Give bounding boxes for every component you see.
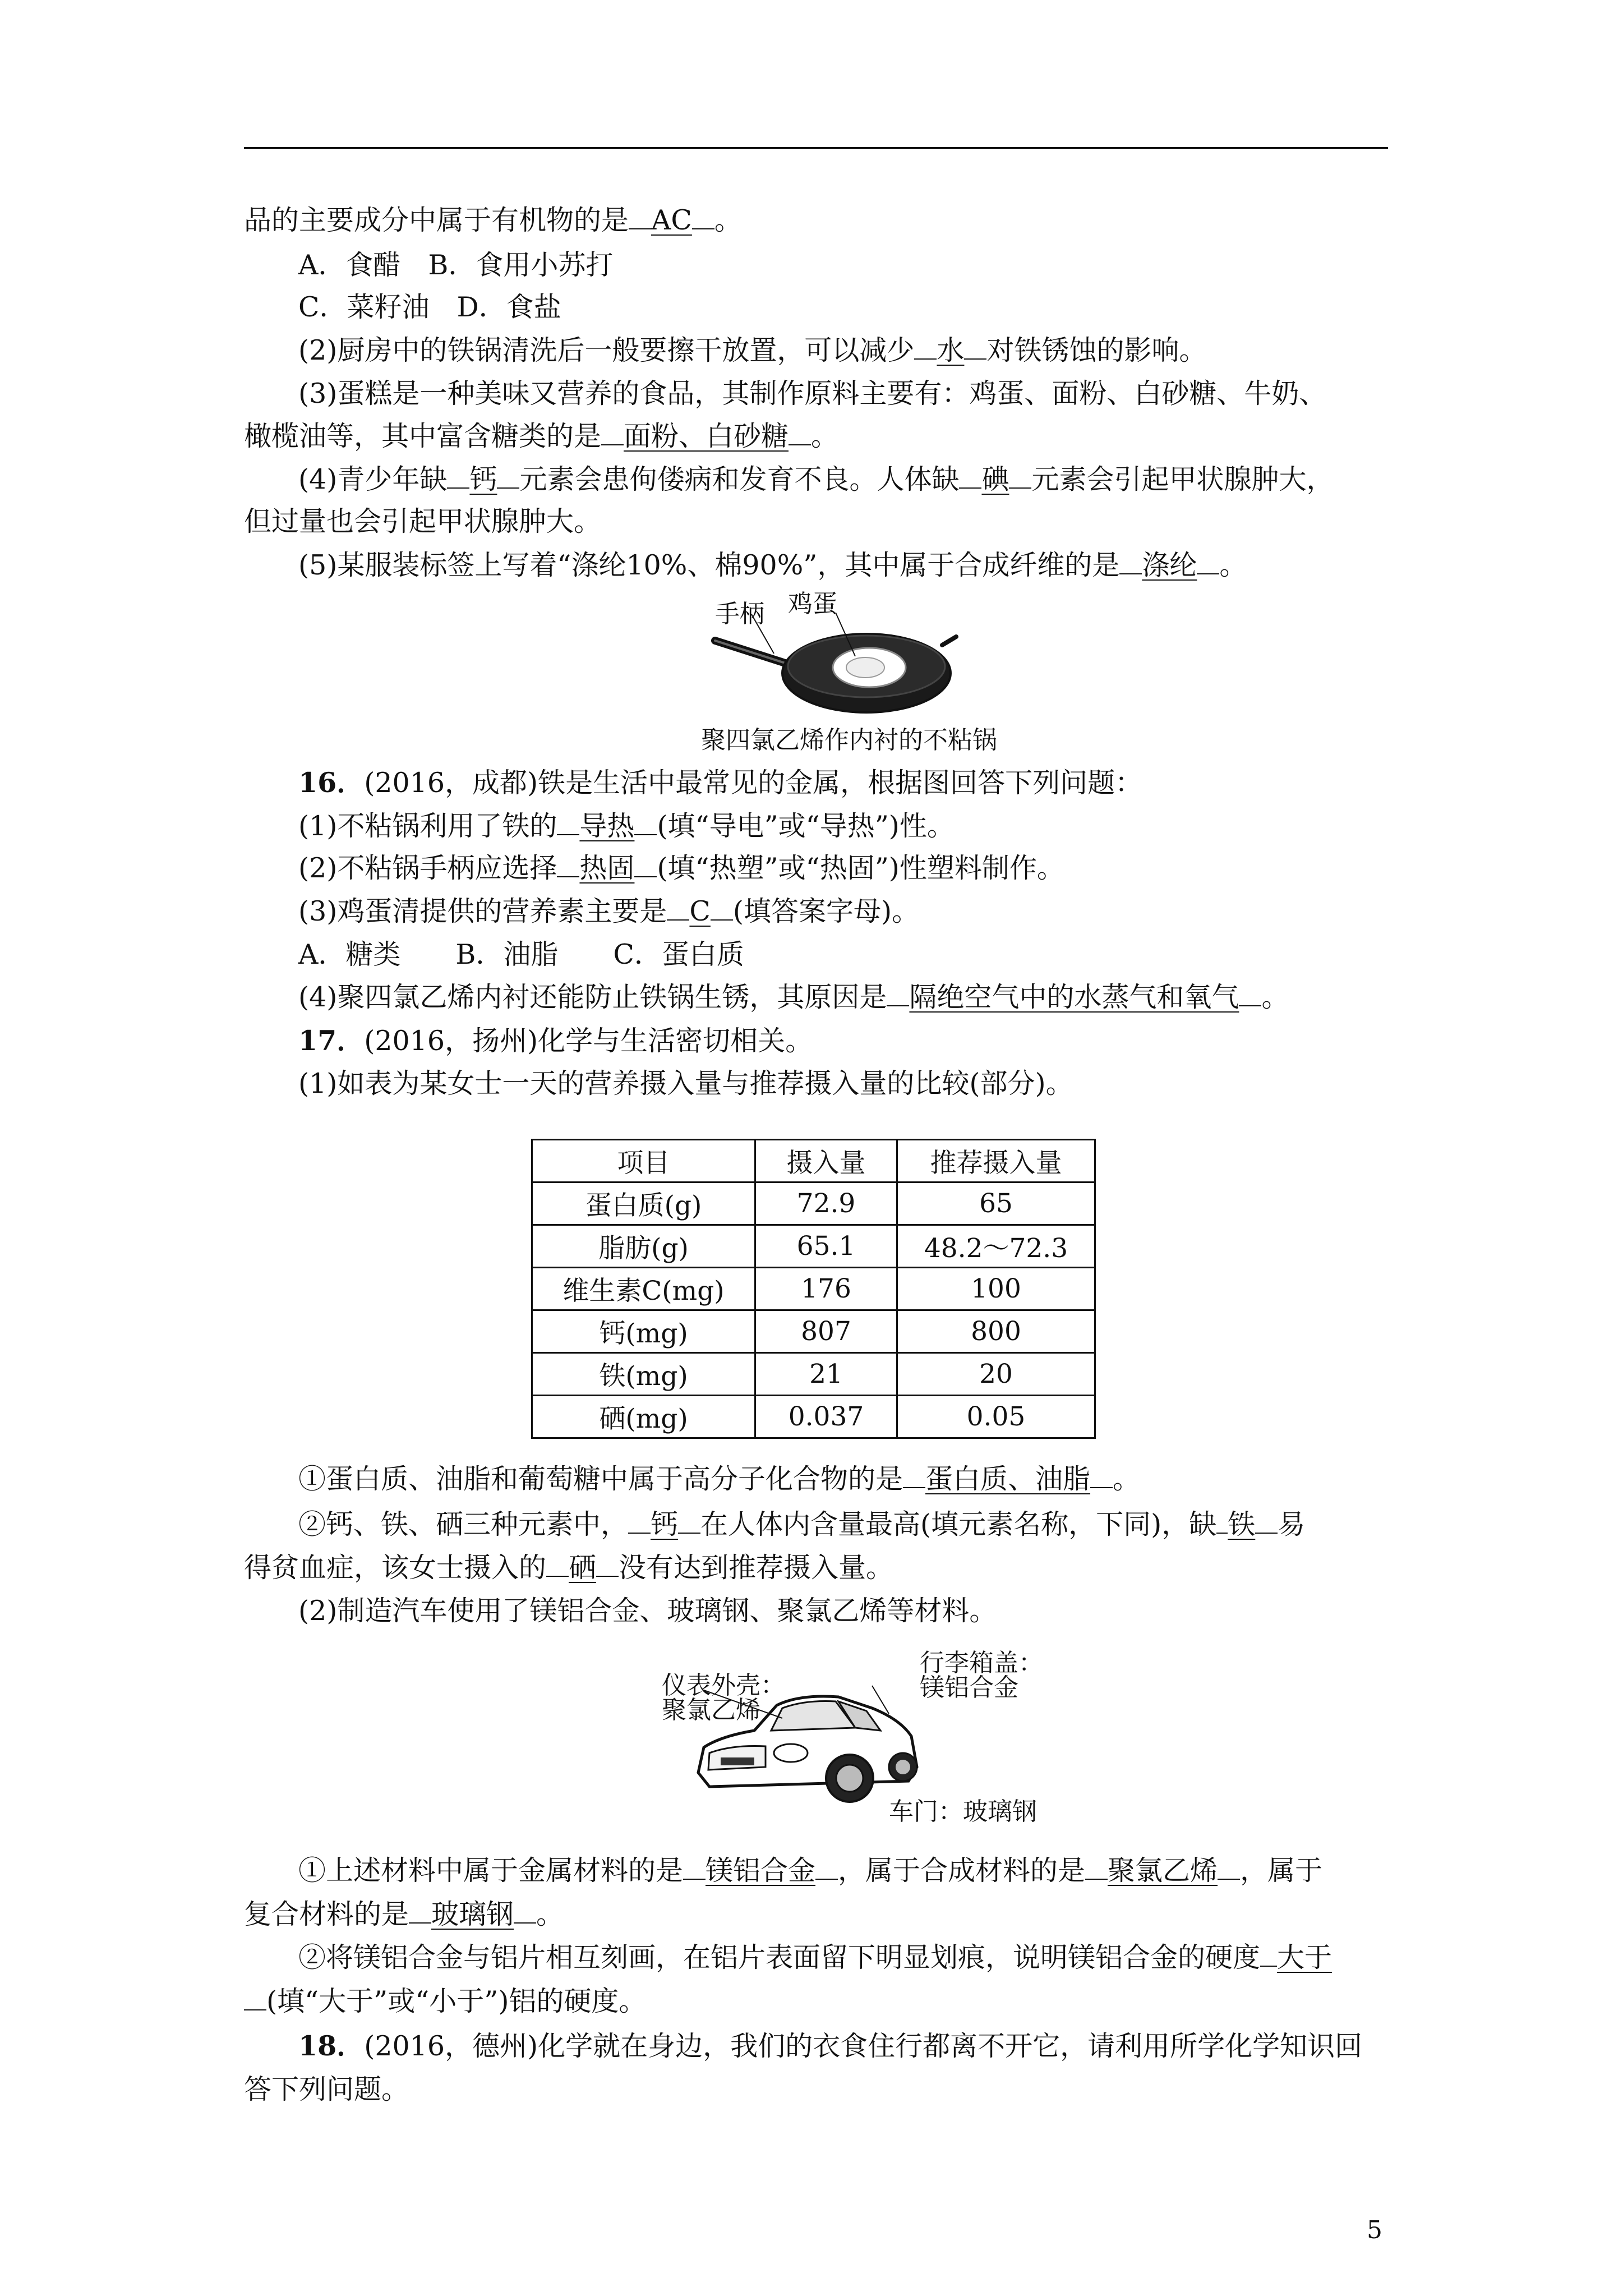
q15-part-4 xyxy=(298,460,1334,499)
question-number: 18． xyxy=(298,2030,365,2062)
table-cell: 65 xyxy=(897,1182,1095,1225)
table-cell: 0.05 xyxy=(897,1396,1095,1438)
answer-15-4a: 钙 xyxy=(469,463,497,495)
text: (2)不粘锅手柄应选择 xyxy=(298,852,557,884)
pan-caption: 聚四氯乙烯作内衬的不粘锅 xyxy=(701,726,997,754)
q15-options-cd: C．菜籽油 D．食盐 xyxy=(298,291,561,323)
table-cell: 48.2～72.3 xyxy=(897,1225,1095,1268)
table-cell: 20 xyxy=(897,1353,1095,1396)
table-cell: 72.9 xyxy=(755,1182,897,1225)
q17-stem xyxy=(298,1021,813,1061)
answer-15-2: 水 xyxy=(937,334,965,366)
q16-stem xyxy=(298,763,1142,803)
text: (5)某服装标签上写着“涤纶10%、棉90%”，其中属于合成纤维的是 xyxy=(298,549,1120,581)
answer-16-4: 隔绝空气中的水蒸气和氧气 xyxy=(909,981,1239,1013)
text: (3)鸡蛋清提供的营养素主要是 xyxy=(298,895,667,927)
text: (1)不粘锅利用了铁的 xyxy=(298,810,557,842)
table-cell: 钙(mg) xyxy=(532,1310,755,1353)
text: 元素会患佝偻病和发育不良。人体缺 xyxy=(519,463,960,495)
table-cell: 65.1 xyxy=(755,1225,897,1268)
text: 得贫血症，该女士摄入的 xyxy=(244,1552,547,1584)
text: 。 xyxy=(1113,1463,1141,1495)
table-cell: 脂肪(g) xyxy=(532,1225,755,1268)
label-trunk-1: 行李箱盖： xyxy=(920,1649,1043,1677)
answer-17-2a: 钙 xyxy=(651,1508,679,1540)
text: ，属于 xyxy=(1240,1855,1323,1887)
text: (填“导电”或“导热”)性。 xyxy=(657,810,955,842)
text: (2016，成都)铁是生活中最常见的金属，根据图回答下列问题： xyxy=(364,767,1143,799)
q15-part-3-line1: (3)蛋糕是一种美味又营养的食品，其制作原料主要有：鸡蛋、面粉、白砂糖、牛奶、 xyxy=(298,378,1327,409)
q17-part-2: (2)制造汽车使用了镁铝合金、玻璃钢、聚氯乙烯等材料。 xyxy=(298,1595,997,1627)
q18-stem xyxy=(298,2026,1362,2066)
text: 。 xyxy=(536,1898,564,1930)
text: (2016，扬州)化学与生活密切相关。 xyxy=(364,1025,813,1057)
label-handle: 手柄 xyxy=(715,600,764,628)
answer-15-4b: 碘 xyxy=(981,463,1009,495)
answer-15-1: AC xyxy=(651,204,692,236)
q17-part-1: (1)如表为某女士一天的营养摄入量与推荐摄入量的比较(部分)。 xyxy=(298,1068,1073,1099)
text: 。 xyxy=(1261,981,1289,1013)
label-trunk-2: 镁铝合金 xyxy=(920,1673,1018,1702)
table-cell: 0.037 xyxy=(755,1396,897,1438)
answer-16-1: 导热 xyxy=(579,810,635,842)
answer-17-m1b: 聚氯乙烯 xyxy=(1108,1855,1218,1887)
text: 品的主要成分中属于有机物的是 xyxy=(244,204,629,236)
table-cell: 800 xyxy=(897,1310,1095,1353)
answer-15-3: 面粉、白砂糖 xyxy=(624,420,789,452)
q16-part-2 xyxy=(298,849,1064,888)
question-number: 17． xyxy=(298,1024,365,1057)
text: (2)厨房中的铁锅清洗后一般要擦干放置，可以减少 xyxy=(298,334,915,366)
question-number: 16． xyxy=(298,766,365,799)
text: (填答案字母)。 xyxy=(732,895,920,927)
text: ②钙、铁、硒三种元素中， xyxy=(298,1508,629,1540)
label-door: 车门：玻璃钢 xyxy=(889,1797,1037,1826)
table-cell: 蛋白质(g) xyxy=(532,1182,755,1225)
text: 。 xyxy=(811,420,839,452)
answer-17-2c: 硒 xyxy=(569,1552,597,1584)
table-row xyxy=(532,1396,1095,1438)
text: (填“热塑”或“热固”)性塑料制作。 xyxy=(657,852,1064,884)
table-row xyxy=(532,1353,1095,1396)
q15-part-2 xyxy=(298,331,1206,370)
nutrition-table xyxy=(531,1139,1096,1439)
text: (2016，德州)化学就在身边，我们的衣食住行都离不开它，请利用所学化学知识回 xyxy=(364,2030,1363,2062)
page-number: 5 xyxy=(1367,2216,1382,2244)
text: (4)青少年缺 xyxy=(298,463,448,495)
q17-materials-2-line2 xyxy=(244,1982,646,2021)
text: 在人体内含量最高(填元素名称，下同)，缺 xyxy=(700,1508,1217,1540)
table-cell: 维生素C(mg) xyxy=(532,1268,755,1310)
q17-sub-2 xyxy=(298,1505,1305,1544)
q16-options: A．糖类 B．油脂 C．蛋白质 xyxy=(298,938,744,970)
text: 橄榄油等，其中富含糖类的是 xyxy=(244,420,602,452)
answer-16-2: 热固 xyxy=(579,852,635,884)
table-cell: 铁(mg) xyxy=(532,1353,755,1396)
text: 。 xyxy=(714,204,742,236)
q16-part-3 xyxy=(298,892,919,931)
answer-15-5: 涤纶 xyxy=(1142,549,1197,581)
text: 没有达到推荐摄入量。 xyxy=(619,1552,894,1584)
q16-part-4 xyxy=(298,978,1289,1017)
text: 复合材料的是 xyxy=(244,1898,409,1930)
text: 对铁锈蚀的影响。 xyxy=(986,334,1207,366)
q16-part-1 xyxy=(298,807,955,846)
text: ②将镁铝合金与铝片相互刻画，在铝片表面留下明显划痕，说明镁铝合金的硬度 xyxy=(298,1941,1261,1973)
table-row xyxy=(532,1225,1095,1268)
answer-17-m1a: 镁铝合金 xyxy=(706,1855,816,1887)
text: ，属于合成材料的是 xyxy=(838,1855,1086,1887)
q17-materials-2 xyxy=(298,1938,1332,1977)
text: 易 xyxy=(1278,1508,1306,1540)
q15-line-1 xyxy=(244,201,742,240)
q18-stem-line2: 答下列问题。 xyxy=(244,2073,409,2105)
column-header: 推荐摄入量 xyxy=(897,1140,1095,1182)
label-egg: 鸡蛋 xyxy=(788,590,837,618)
q17-materials-1-line2 xyxy=(244,1895,564,1934)
answer-17-m1c: 玻璃钢 xyxy=(431,1898,514,1930)
text: 元素会引起甲状腺肿大， xyxy=(1031,463,1334,495)
text: (4)聚四氯乙烯内衬还能防止铁锅生锈，其原因是 xyxy=(298,981,887,1013)
answer-16-3: C xyxy=(689,895,711,927)
answer-17-m2: 大于 xyxy=(1277,1941,1332,1973)
answer-17-2b: 铁 xyxy=(1228,1508,1256,1540)
q15-part-3-line2 xyxy=(244,417,838,456)
header-rule xyxy=(244,147,1388,149)
q17-sub-2-line2 xyxy=(244,1548,893,1588)
q17-sub-1 xyxy=(298,1460,1140,1499)
table-cell: 21 xyxy=(755,1353,897,1396)
table-cell: 硒(mg) xyxy=(532,1396,755,1438)
q15-options-ab: A．食醋 B．食用小苏打 xyxy=(298,249,614,281)
text: (填“大于”或“小于”)铝的硬度。 xyxy=(266,1985,647,2017)
answer-17-1: 蛋白质、油脂 xyxy=(925,1463,1091,1495)
label-dashboard-1: 仪表外壳： xyxy=(662,1671,785,1700)
text: 。 xyxy=(1219,549,1247,581)
q17-materials-1 xyxy=(298,1851,1322,1890)
q15-part-5 xyxy=(298,546,1247,585)
column-header: 摄入量 xyxy=(755,1140,897,1182)
table-header-row xyxy=(532,1140,1095,1182)
column-header: 项目 xyxy=(532,1140,755,1182)
table-row xyxy=(532,1310,1095,1353)
q15-part-4-line2: 但过量也会引起甲状腺肿大。 xyxy=(244,505,602,537)
table-row xyxy=(532,1268,1095,1310)
table-cell: 176 xyxy=(755,1268,897,1310)
text: ①上述材料中属于金属材料的是 xyxy=(298,1855,684,1887)
text: ①蛋白质、油脂和葡萄糖中属于高分子化合物的是 xyxy=(298,1463,903,1495)
table-cell: 100 xyxy=(897,1268,1095,1310)
table-row xyxy=(532,1182,1095,1225)
table-cell: 807 xyxy=(755,1310,897,1353)
label-dashboard-2: 聚氯乙烯 xyxy=(662,1696,760,1724)
